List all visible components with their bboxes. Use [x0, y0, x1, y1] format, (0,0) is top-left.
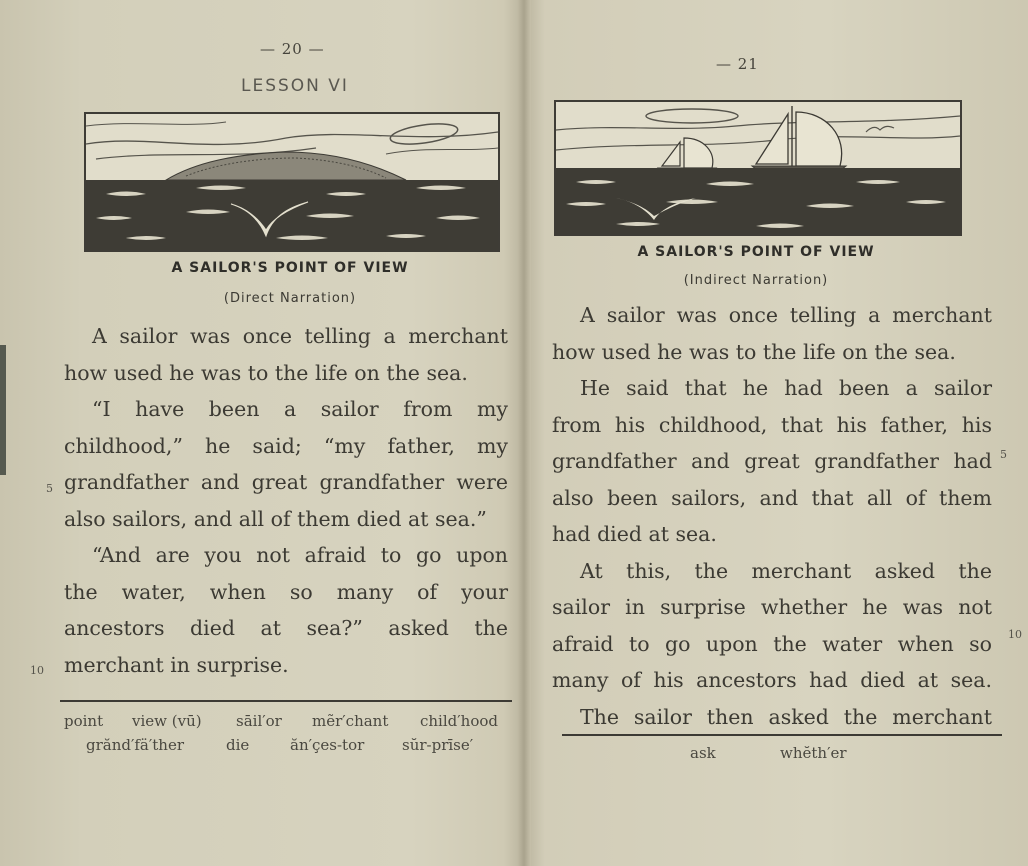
- vocab-word: sŭr-prīse′: [402, 736, 474, 754]
- text-line: The sailor then asked the merchant: [580, 704, 992, 729]
- caption-title: A SAILOR'S POINT OF VIEW: [637, 244, 875, 260]
- vocab-word: ask: [690, 744, 716, 762]
- caption-subtitle: (Direct Narration): [223, 291, 357, 306]
- text-line: At this, the merchant asked the: [580, 558, 992, 583]
- vocab-word: whĕth′er: [780, 744, 847, 762]
- vocab-divider: [562, 734, 1002, 736]
- text-line: many of his ancestors had died at sea.: [552, 668, 992, 692]
- line-number: 5: [1000, 448, 1007, 461]
- lesson-title: LESSON VI: [241, 76, 349, 96]
- text-line: “I have been a sailor from my: [92, 397, 508, 421]
- illustration-island-scene: [84, 112, 500, 252]
- vocab-divider: [60, 700, 512, 702]
- vocab-row: [0, 736, 520, 756]
- island-sea-drawing: [86, 114, 498, 250]
- text-line: He said that he had been a sailor: [580, 376, 992, 400]
- text-line: from his childhood, that his father, his: [552, 412, 992, 437]
- vocab-word: point: [64, 712, 104, 730]
- text-line: ancestors died at sea?” asked the: [64, 616, 508, 640]
- page-number: — 21: [716, 55, 759, 73]
- caption-subtitle: (Indirect Narration): [683, 273, 829, 288]
- text-line: merchant in surprise.: [64, 652, 289, 677]
- vocab-word: grănd′fä′ther: [86, 736, 185, 754]
- text-line: childhood,” he said; “my father, my: [64, 433, 508, 458]
- illustration-sailboats-scene: [554, 100, 962, 236]
- page-number: — 20 —: [260, 40, 325, 58]
- text-line: also been sailors, and that all of them: [552, 485, 992, 510]
- text-line: afraid to go upon the water when so: [552, 631, 992, 656]
- text-line: the water, when so many of your: [64, 579, 508, 604]
- text-line: how used he was to the life on the sea.: [552, 339, 956, 364]
- vocab-word: mẽr′chant: [312, 712, 389, 730]
- line-number: 10: [30, 664, 44, 677]
- right-page: [530, 0, 1028, 866]
- caption-title: A SAILOR'S POINT OF VIEW: [171, 260, 409, 276]
- body-text: [64, 318, 508, 683]
- vocab-word: child′hood: [420, 712, 498, 730]
- text-line: A sailor was once telling a merchant: [580, 303, 992, 327]
- vocab-word: ăn′çes-tor: [290, 736, 365, 754]
- text-line: had died at sea.: [552, 522, 717, 546]
- vocab-row: [0, 712, 520, 732]
- vocab-word: die: [226, 736, 250, 754]
- vocab-row: [530, 744, 1028, 764]
- vocab-word: sāil′or: [236, 712, 282, 730]
- line-number: 10: [1008, 628, 1022, 641]
- text-line: A sailor was once telling a merchant: [92, 324, 508, 348]
- body-text: [552, 297, 992, 735]
- vocab-word: view (vū): [132, 712, 202, 730]
- text-line: grandfather and great grandfather were: [64, 470, 508, 494]
- line-number: 5: [46, 482, 53, 495]
- text-line: “And are you not afraid to go upon: [92, 543, 508, 567]
- text-line: sailor in surprise whether he was not: [552, 595, 992, 619]
- sailboats-sea-drawing: [556, 102, 960, 234]
- text-line: grandfather and great grandfather had: [552, 449, 992, 473]
- text-line: also sailors, and all of them died at sea.”: [64, 506, 487, 531]
- text-line: how used he was to the life on the sea.: [64, 360, 468, 385]
